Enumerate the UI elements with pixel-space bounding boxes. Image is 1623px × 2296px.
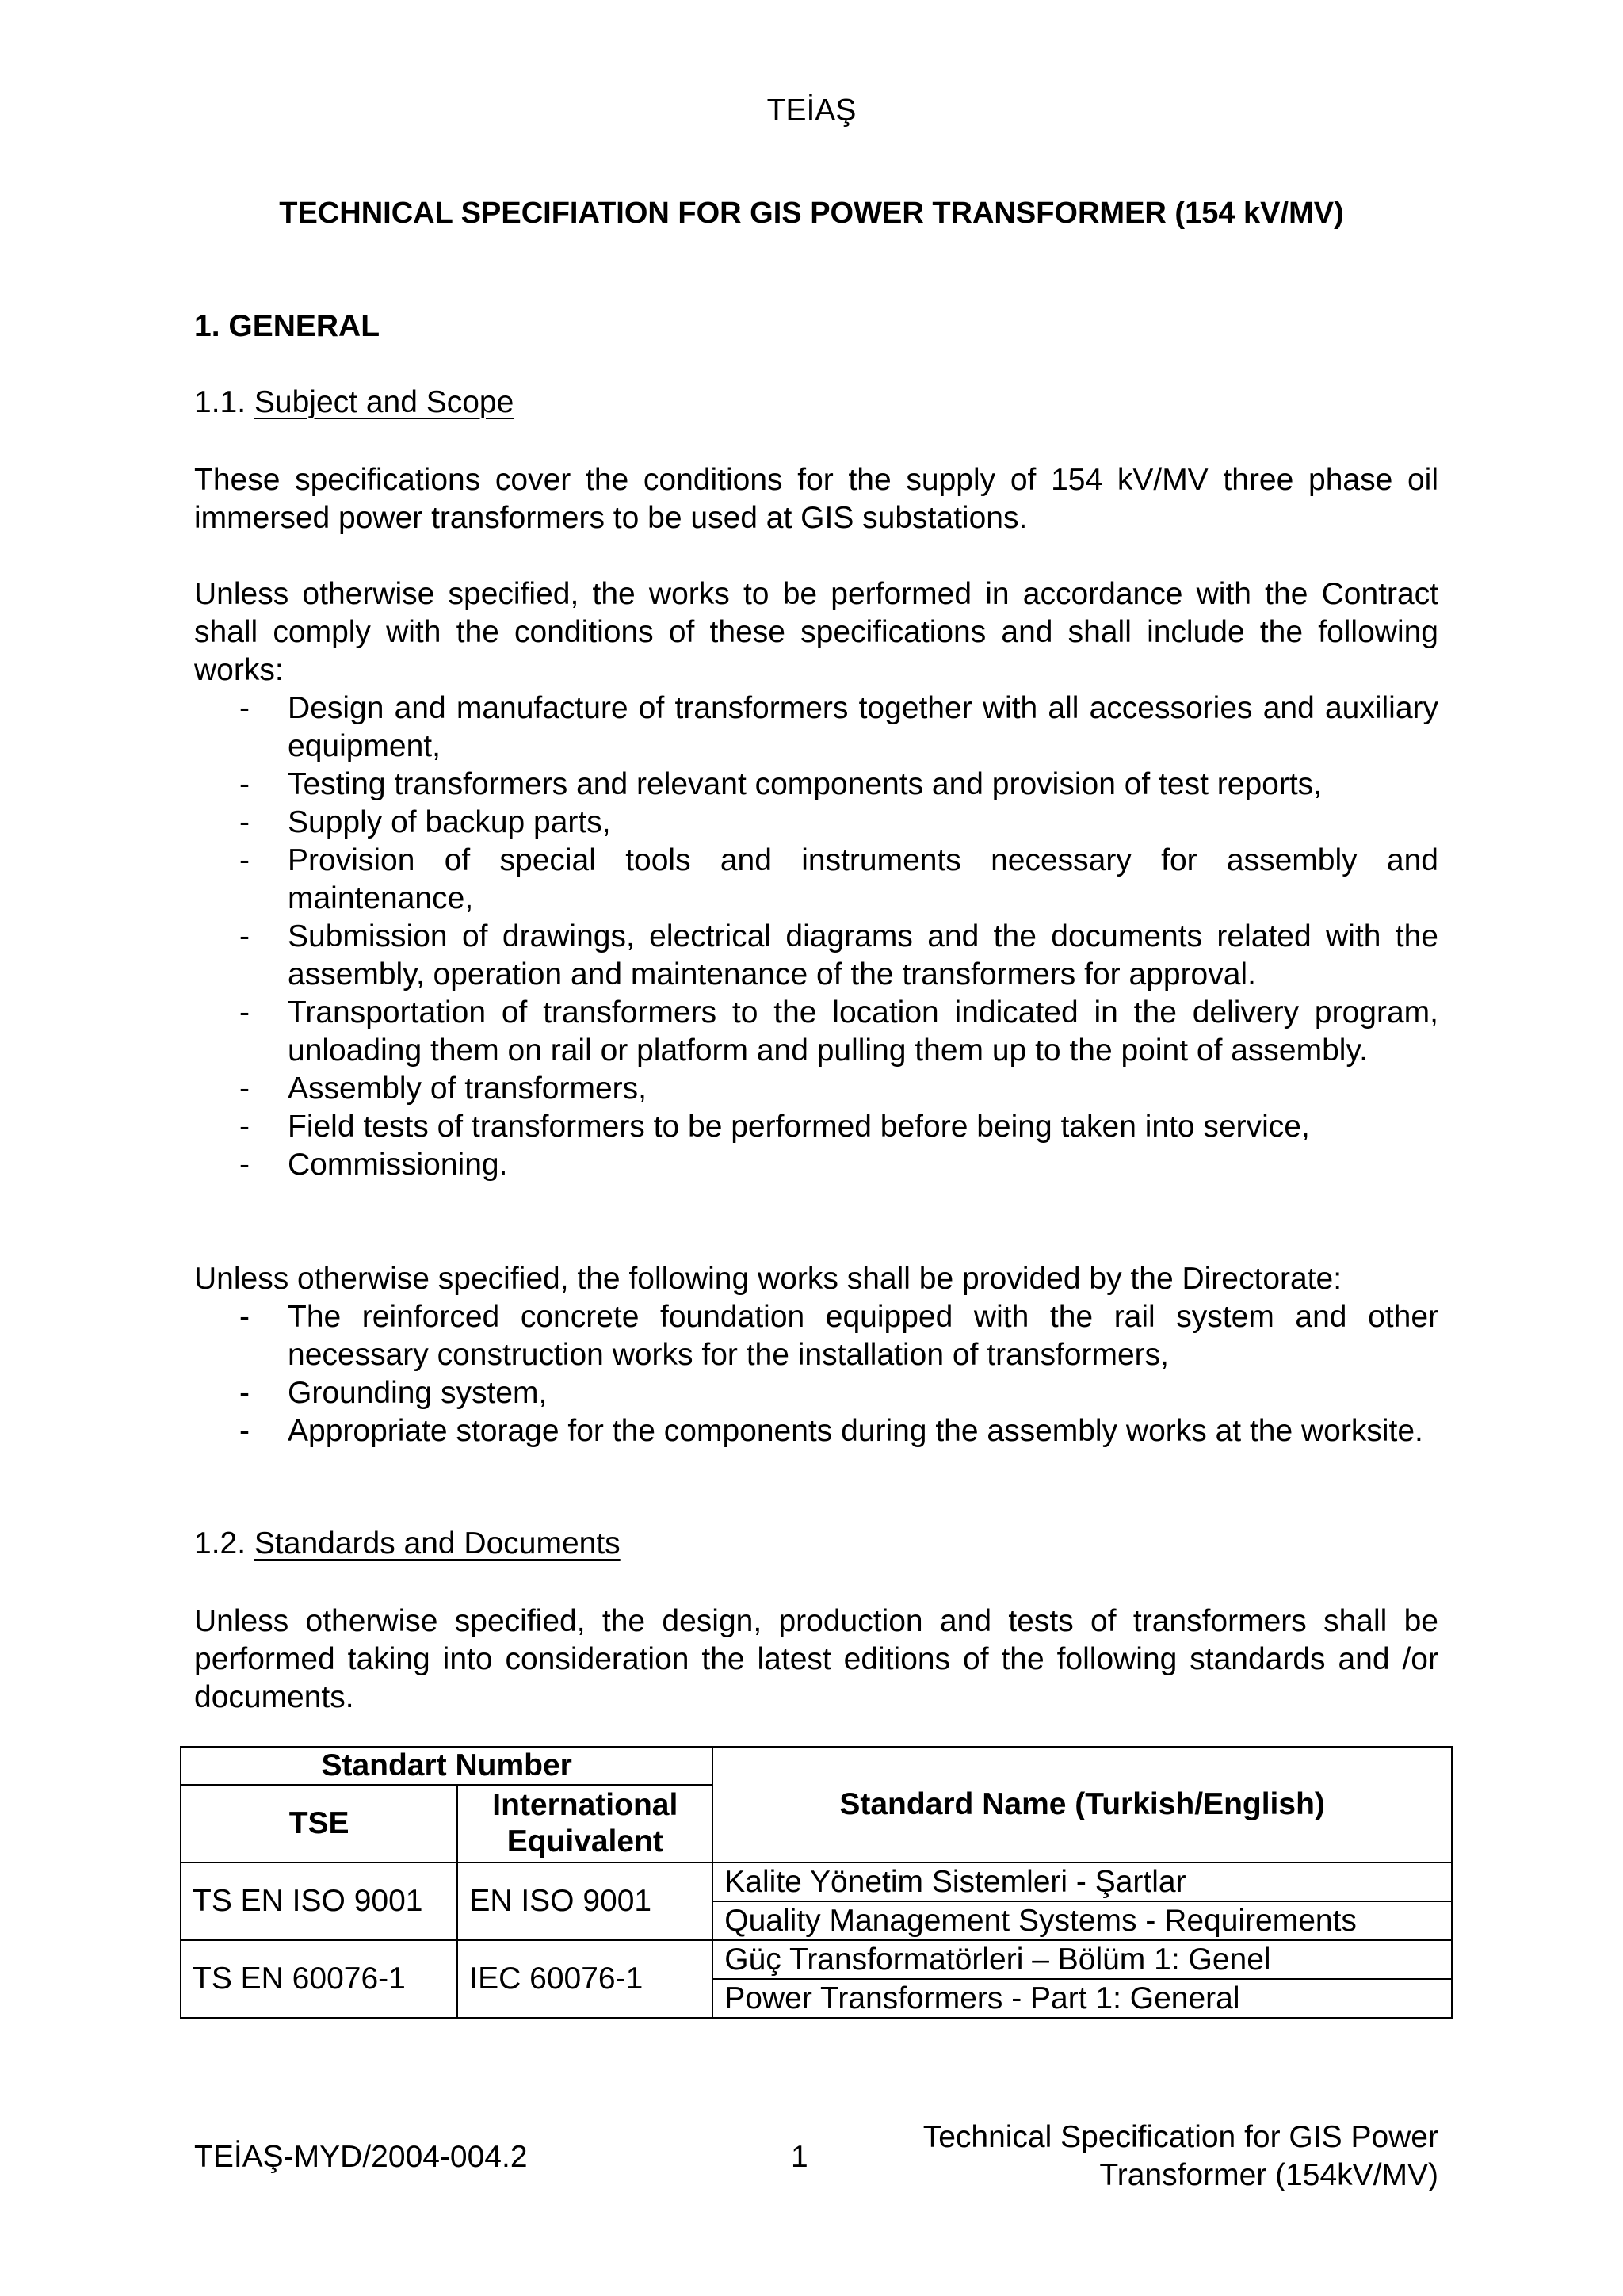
table-header-international: International Equivalent bbox=[457, 1785, 712, 1862]
subsection-number: 1.1. bbox=[194, 385, 246, 419]
directorate-works-list bbox=[194, 1298, 1438, 1450]
table-cell-name-tr: Güç Transformatörleri – Bölüm 1: Genel bbox=[712, 1940, 1452, 1979]
footer-title-line: Transformer (154kV/MV) bbox=[1099, 2158, 1438, 2192]
paragraph-scope: These specifications cover the conditions for the supply of 154 kV/MV three phase oil immersed power transformers to be used at GIS substations. bbox=[194, 463, 1438, 535]
table-header-standard-name: Standard Name (Turkish/English) bbox=[712, 1747, 1452, 1862]
list-item: - Provision of special tools and instruments necessary for assembly and maintenance, bbox=[194, 842, 1438, 918]
table-cell-name-tr: Kalite Yönetim Sistemleri - Şartlar bbox=[712, 1862, 1452, 1901]
list-item: - Submission of drawings, electrical diagrams and the documents related with the assembly, operation and maintenance of the transformers for approval. bbox=[194, 918, 1438, 994]
table-cell-tse: TS EN 60076-1 bbox=[181, 1940, 457, 2018]
subsection-number: 1.2. bbox=[194, 1526, 246, 1561]
table-header-standard-number: Standart Number bbox=[181, 1747, 712, 1785]
table-cell-international: IEC 60076-1 bbox=[457, 1940, 712, 2018]
subsection-title: Subject and Scope bbox=[254, 385, 514, 419]
list-item: - Commissioning. bbox=[194, 1146, 1438, 1184]
paragraph-standards-intro: Unless otherwise specified, the design, production and tests of transformers shall be performed taking into consideration the latest editions of the following standards and /or documents. bbox=[194, 1604, 1438, 1714]
list-item: - Supply of backup parts, bbox=[194, 804, 1438, 842]
paragraph-works-intro: Unless otherwise specified, the works to be performed in accordance with the Contract shall comply with the conditions of these specifications and shall include the following works: bbox=[194, 577, 1438, 687]
list-item: - Grounding system, bbox=[194, 1374, 1438, 1412]
table-cell-international: EN ISO 9001 bbox=[457, 1862, 712, 1940]
subsection-heading-standards bbox=[194, 1526, 621, 1561]
paragraph-directorate-intro: Unless otherwise specified, the following works shall be provided by the Directorate: bbox=[194, 1262, 1342, 1296]
list-item: - Transportation of transformers to the location indicated in the delivery program, unloading them on rail or platform and pulling them up to the point of assembly. bbox=[194, 994, 1438, 1070]
table-cell-name-en: Power Transformers - Part 1: General bbox=[712, 1979, 1452, 2018]
table-cell-name-en: Quality Management Systems - Requirements bbox=[712, 1901, 1452, 1940]
footer-document-code: TEİAŞ-MYD/2004-004.2 bbox=[194, 2140, 528, 2174]
list-item: - Field tests of transformers to be performed before being taken into service, bbox=[194, 1108, 1438, 1146]
list-item: - The reinforced concrete foundation equipped with the rail system and other necessary construction works for the installation of transformers, bbox=[194, 1298, 1438, 1374]
table-cell-tse: TS EN ISO 9001 bbox=[181, 1862, 457, 1940]
section-heading-general: 1. GENERAL bbox=[194, 309, 380, 343]
table-header-tse: TSE bbox=[181, 1785, 457, 1862]
list-item: - Appropriate storage for the components during the assembly works at the worksite. bbox=[194, 1412, 1438, 1450]
list-item: - Assembly of transformers, bbox=[194, 1070, 1438, 1108]
footer-page-number: 1 bbox=[791, 2140, 808, 2174]
subsection-title: Standards and Documents bbox=[254, 1526, 621, 1561]
standards-table bbox=[180, 1746, 1453, 2019]
subsection-heading-subject-scope bbox=[194, 385, 514, 420]
list-item: - Design and manufacture of transformers together with all accessories and auxiliary equipment, bbox=[194, 690, 1438, 766]
footer-document-title bbox=[923, 2118, 1438, 2195]
page-header: TEİAŞ bbox=[766, 94, 857, 128]
document-title: TECHNICAL SPECIFIATION FOR GIS POWER TRANSFORMER (154 kV/MV) bbox=[279, 197, 1344, 230]
footer-title-line: Technical Specification for GIS Power bbox=[922, 2120, 1438, 2154]
works-list bbox=[194, 690, 1438, 1184]
list-item: - Testing transformers and relevant components and provision of test reports, bbox=[194, 766, 1438, 804]
